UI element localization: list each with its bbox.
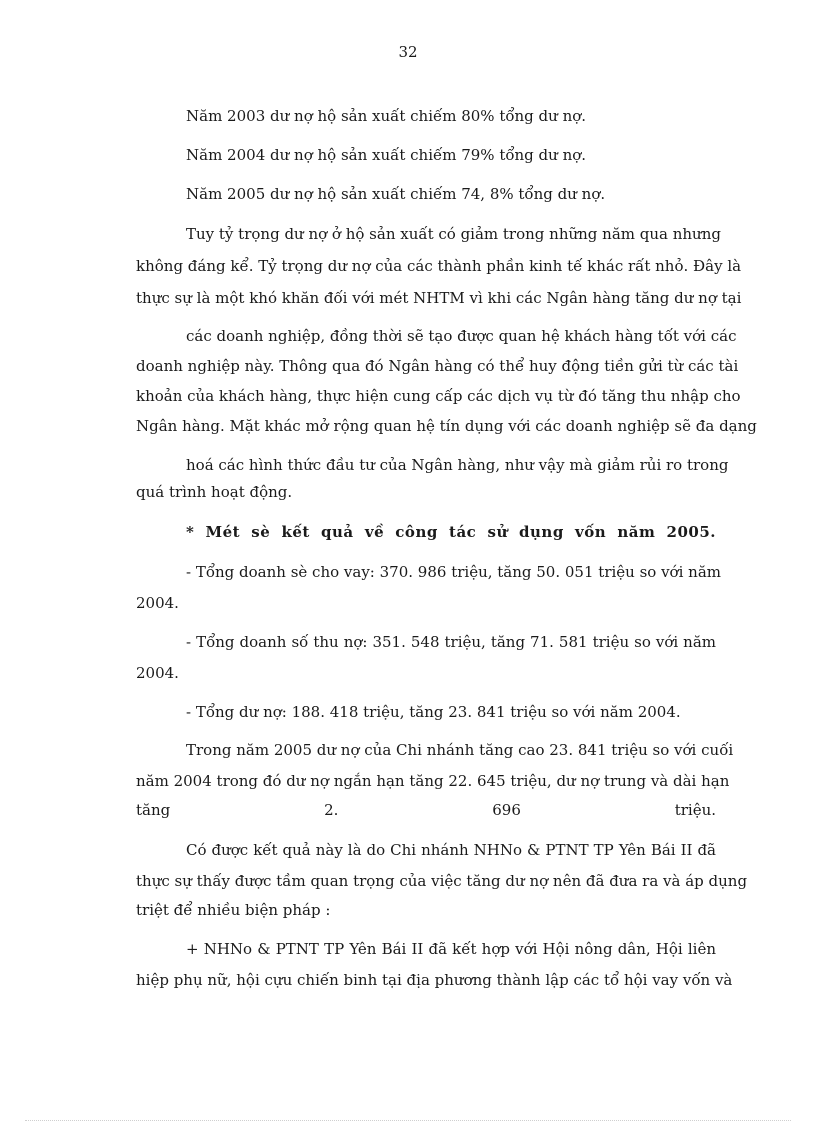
paragraph-ratio-line-1: Tuy tỷ trọng dư nợ ở hộ sản xuất có giảm trong những năm qua nhưng: [186, 225, 721, 243]
paragraph-diversify-line-1: hoá các hình thức đầu tư của Ngân hàng, như vậy mà giảm rủi ro trong: [186, 456, 729, 474]
total-debt-line: - Tổng dư nợ: 188. 418 triệu, tăng 23. 841 triệu so với năm 2004.: [186, 703, 681, 721]
section-heading: * Mét sè kết quả về công tác sử dụng vốn năm 2005.: [186, 523, 716, 541]
results-line-2: thực sự thấy được tầm quan trọng của việc tăng dư nợ nên đã đưa ra và áp dụng: [136, 872, 748, 890]
paragraph-2005: Năm 2005 dư nợ hộ sản xuất chiếm 74, 8% tổng dư nợ.: [186, 185, 606, 203]
paragraph-enterprise-line-1: các doanh nghiệp, đồng thời sẽ tạo được quan hệ khách hàng tốt với các: [186, 327, 737, 345]
debt-growth-line-3: tăng 2. 696 triệu.: [136, 801, 716, 819]
paragraph-enterprise-line-3: khoản của khách hàng, thực hiện cung cấp các dịch vụ từ đó tăng thu nhập cho: [136, 387, 741, 405]
loan-turnover-line-1: - Tổng doanh sè cho vay: 370. 986 triệu, tăng 50. 051 triệu so với năm: [186, 563, 721, 581]
cooperation-line-1: + NHNo & PTNT TP Yên Bái II đã kết hợp với Hội nông dân, Hội liên: [186, 940, 716, 958]
page-number: 32: [398, 43, 418, 61]
debt-growth-line-1: Trong năm 2005 dư nợ của Chi nhánh tăng cao 23. 841 triệu so với cuối: [186, 741, 734, 759]
debt-collection-line-1: - Tổng doanh số thu nợ: 351. 548 triệu, tăng 71. 581 triệu so với năm: [186, 633, 716, 651]
paragraph-2003: Năm 2003 dư nợ hộ sản xuất chiếm 80% tổng dư nợ.: [186, 107, 587, 125]
cooperation-line-2: hiệp phụ nữ, hội cựu chiến binh tại địa phương thành lập các tổ hội vay vốn và: [136, 971, 733, 989]
results-line-3: triệt để nhiều biện pháp :: [136, 901, 331, 919]
results-line-1: Có được kết quả này là do Chi nhánh NHNo & PTNT TP Yên Bái II đã: [186, 841, 716, 859]
debt-collection-line-2: 2004.: [136, 664, 179, 682]
paragraph-diversify-line-2: quá trình hoạt động.: [136, 483, 293, 501]
footer-rule: [25, 1120, 791, 1121]
paragraph-enterprise-line-4: Ngân hàng. Mặt khác mở rộng quan hệ tín dụng với các doanh nghiệp sẽ đa dạng: [136, 417, 757, 435]
paragraph-ratio-line-2: không đáng kể. Tỷ trọng dư nợ của các thành phần kinh tế khác rất nhỏ. Đây là: [136, 257, 742, 275]
paragraph-enterprise-line-2: doanh nghiệp này. Thông qua đó Ngân hàng có thể huy động tiền gửi từ các tài: [136, 357, 739, 375]
paragraph-ratio-line-3: thực sự là một khó khăn đối với mét NHTM vì khi các Ngân hàng tăng dư nợ tại: [136, 289, 742, 307]
loan-turnover-line-2: 2004.: [136, 594, 179, 612]
debt-growth-line-2: năm 2004 trong đó dư nợ ngắn hạn tăng 22. 645 triệu, dư nợ trung và dài hạn: [136, 772, 730, 790]
paragraph-2004: Năm 2004 dư nợ hộ sản xuất chiếm 79% tổng dư nợ.: [186, 146, 587, 164]
